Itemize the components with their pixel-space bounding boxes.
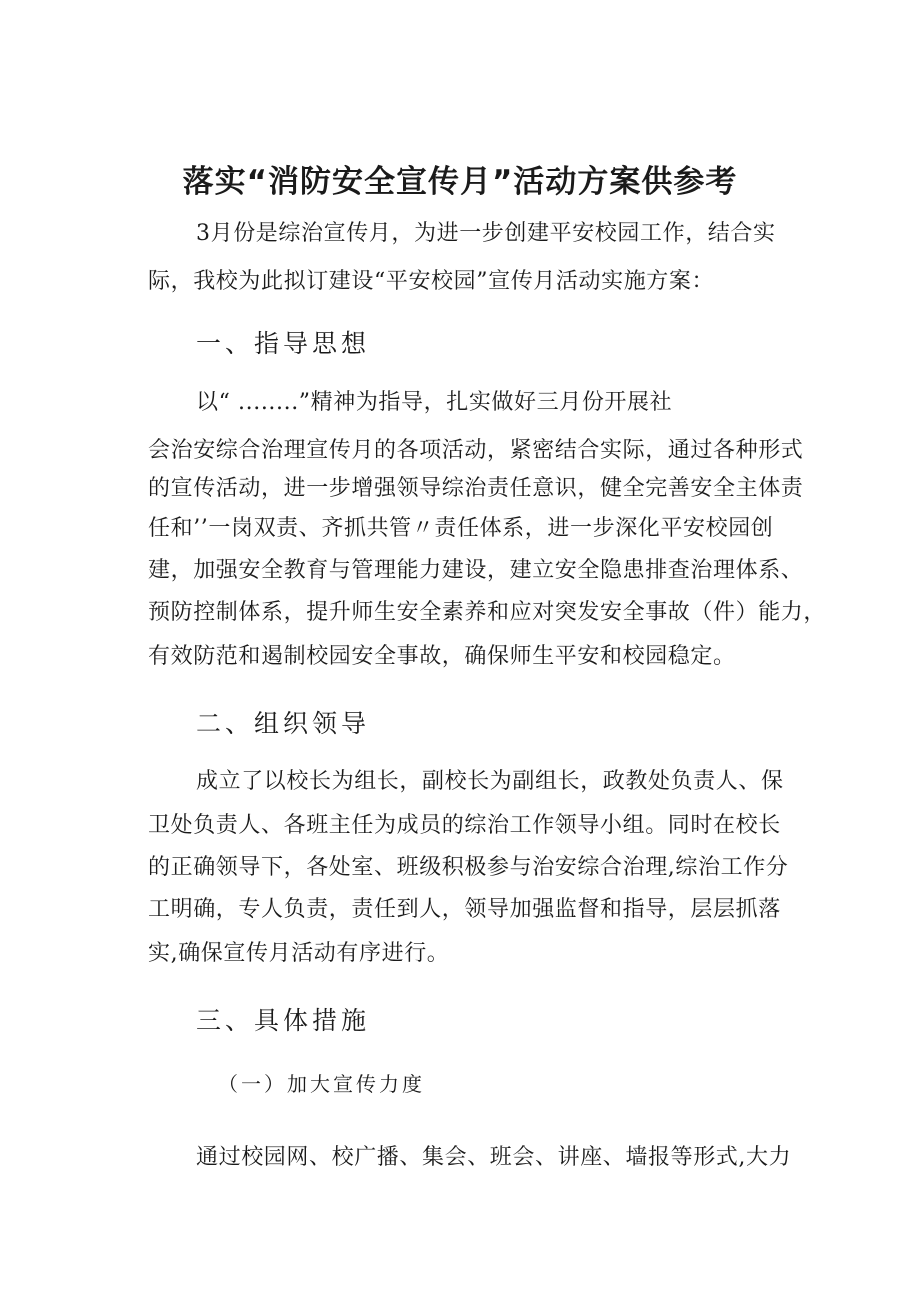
section-2-line-3: 的正确领导下，各处室、班级积极参与治安综合治理,综治工作分: [148, 855, 789, 880]
section-3-subheading: （一）加大宣传力度: [218, 1072, 425, 1096]
section-1-line-3: 的宣传活动，进一步增强领导综治责任意识，健全完善安全主体责: [148, 476, 804, 501]
section-1-line-7: 有效防范和遏制校园安全事故，确保师生平安和校园稳定。: [148, 644, 736, 669]
section-2-line-5: 实,确保宣传月活动有序进行。: [148, 941, 450, 966]
intro-line-2: 际，我校为此拟订建设“平安校园”宣传月活动实施方案：: [148, 269, 715, 294]
document-title: 落实“消防安全宣传月”活动方案供参考: [182, 164, 738, 200]
section-2-line-2: 卫处负责人、各班主任为成员的综治工作领导小组。同时在校长: [148, 813, 781, 838]
section-3-line-1: 通过校园网、校广播、集会、班会、讲座、墙报等形式,大力: [196, 1145, 792, 1170]
section-1-heading: 一、指导思想: [196, 329, 371, 358]
section-2-line-4: 工明确，专人负责，责任到人，领导加强监督和指导，层层抓落: [148, 897, 781, 922]
section-2-heading: 二、组织领导: [196, 709, 371, 738]
section-1-line-5: 建，加强安全教育与管理能力建设，建立安全隐患排查治理体系、: [148, 558, 804, 583]
intro-line-1: 3月份是综治宣传月，为进一步创建平安校园工作，结合实: [196, 221, 776, 246]
section-2-line-1: 成立了以校长为组长，副校长为副组长，政教处负责人、保: [196, 769, 784, 794]
section-1-line-1: 以“ ........”精神为指导，扎实做好三月份开展社: [196, 390, 673, 415]
section-1-line-2: 会治安综合治理宣传月的各项活动，紧密结合实际，通过各种形式: [148, 438, 804, 463]
section-3-heading: 三、具体措施: [196, 1006, 371, 1035]
section-1-line-4: 任和’’一岗双责、齐抓共管〃责任体系，进一步深化平安校园创: [148, 516, 774, 541]
section-1-line-6: 预防控制体系，提升师生安全素养和应对突发安全事故（件）能力，: [148, 600, 827, 625]
